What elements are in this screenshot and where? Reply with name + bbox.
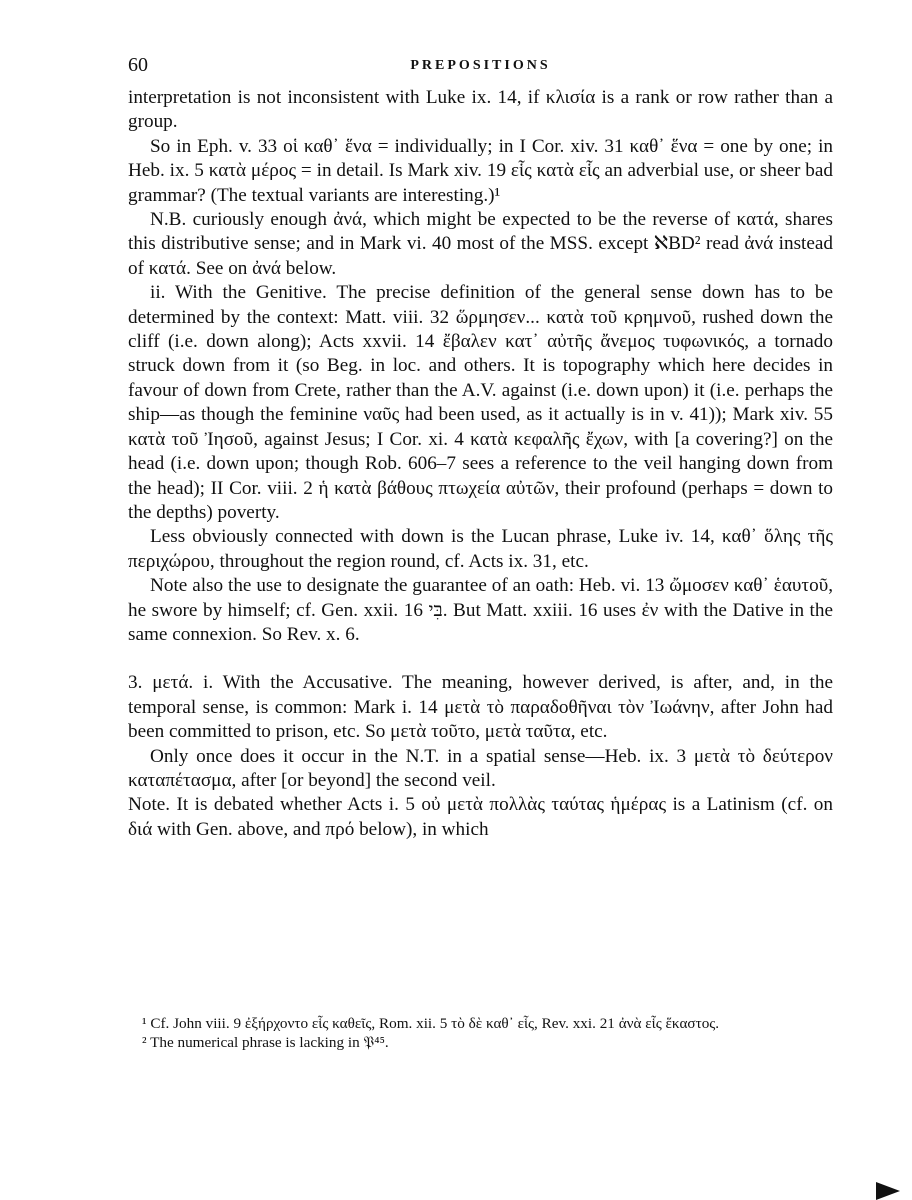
paragraph-meta-accusative: 3. μετά. i. With the Accusative. The meaning, however derived, is after, and, in the temporal sense, is common: Mark i. 14 μετὰ τὸ παραδοθῆναι τὸν Ἰωάνην, after John had been committed to prison, etc. So μετὰ τοῦτο, μετὰ ταῦτα, etc. (128, 672, 833, 743)
running-title: PREPOSITIONS (410, 58, 551, 73)
footnote-2: ² The numerical phrase is lacking in 𝔓⁴⁵. (142, 1034, 389, 1051)
page-header (128, 54, 833, 80)
footnote-1: ¹ Cf. John viii. 9 ἐξήρχοντο εἷς καθεῖς, Rom. xii. 5 τὸ δὲ καθ᾽ εἷς, Rev. xxi. 21 ἀνὰ εἷς ἕκαστος. (142, 1015, 720, 1032)
paragraph-meta-spatial: Only once does it occur in the N.T. in a spatial sense—Heb. ix. 3 μετὰ τὸ δεύτερον καταπέτασμα, after [or beyond] the second veil. (128, 745, 833, 791)
body-text (128, 86, 833, 842)
paragraph-lucan-phrase: Less obviously connected with down is the Lucan phrase, Luke iv. 14, καθ᾽ ὅλης τῆς περιχώρου, throughout the region round, cf. Acts ix. 31, etc. (128, 526, 833, 572)
paragraph-distributive-kata: So in Eph. v. 33 οἱ καθ᾽ ἕνα = individually; in I Cor. xiv. 31 καθ᾽ ἕνα = one by one; in Heb. ix. 5 κατὰ μέρος = in detail. Is Mark xiv. 19 εἷς κατὰ εἷς an adverbial use, or sheer bad grammar? (The textual variants are interesting.)¹ (128, 135, 833, 206)
page-corner-mark (876, 1182, 900, 1200)
page-number: 60 (128, 54, 148, 76)
paragraph-nb-ana: N.B. curiously enough ἀνά, which might be expected to be the reverse of κατά, shares this distributive sense; and in Mark vi. 40 most of the MSS. except ℵBD² read ἀνά instead of κατά. See on ἀνά below. (128, 209, 833, 279)
paragraph-oath: Note also the use to designate the guarantee of an oath: Heb. vi. 13 ὤμοσεν καθ᾽ ἑαυτοῦ, he swore by himself; cf. Gen. xxii. 16 בִּי. But Matt. xxiii. 16 uses ἐν with the Dative in the same connexion. So Rev. x. 6. (128, 575, 833, 645)
paragraph-note-latinism: Note. It is debated whether Acts i. 5 οὐ μετὰ πολλὰς ταύτας ἡμέρας is a Latinism (cf. on διά with Gen. above, and πρό below), in which (128, 794, 833, 840)
paragraph-continuation: interpretation is not inconsistent with Luke ix. 14, if κλισία is a rank or row rather than a group. (128, 87, 833, 133)
footnotes (128, 1014, 833, 1052)
paragraph-kata-genitive: ii. With the Genitive. The precise definition of the general sense down has to be determined by the context: Matt. viii. 32 ὥρμησεν... κατὰ τοῦ κρημνοῦ, rushed down the cliff (i.e. down along); Acts xxvii. 14 ἔβαλεν κατ᾽ αὐτῆς ἄνεμος τυφωνικός, a tornado struck down from it (so Beg. in loc. and others. It is topography which here decides in favour of down from Crete, rather than the A.V. against (i.e. down upon) it (i.e. perhaps the ship—as though the feminine ναῦς had been used, as it actually is in v. 41)); Mark xiv. 55 κατὰ τοῦ Ἰησοῦ, against Jesus; I Cor. xi. 4 κατὰ κεφαλῆς ἔχων, with [a covering?] on the head (i.e. down upon; though Rob. 606–7 sees a reference to the veil hanging down from the head); II Cor. viii. 2 ἡ κατὰ βάθους πτωχεία αὐτῶν, their profound (perhaps = down to the depths) poverty. (128, 282, 833, 523)
